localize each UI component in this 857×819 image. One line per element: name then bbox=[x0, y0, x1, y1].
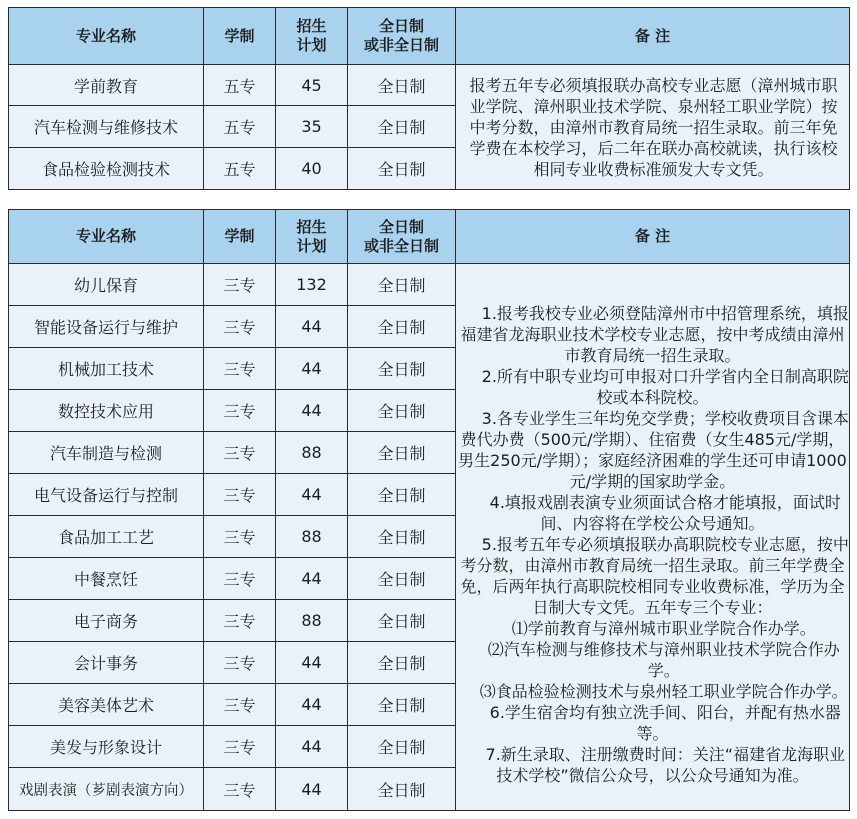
plan-cell: 40 bbox=[276, 148, 348, 190]
fulltime-cell: 全日制 bbox=[348, 600, 456, 642]
fulltime-cell: 全日制 bbox=[348, 390, 456, 432]
fulltime-cell: 全日制 bbox=[348, 148, 456, 190]
fulltime-cell: 全日制 bbox=[348, 558, 456, 600]
system-cell: 三专 bbox=[204, 558, 276, 600]
plan-cell: 44 bbox=[276, 768, 348, 811]
note-item: 5.报考五年专必须填报联办高职院校专业志愿，按中考分数，由漳州市教育局统一招生录取。前三年学费全免，后两年执行高职院校相同专业收费标准，学历为全日制大专文凭。五年专三个专业： bbox=[460, 534, 849, 617]
header-system: 学制 bbox=[204, 210, 276, 264]
plan-cell: 88 bbox=[276, 600, 348, 642]
major-name: 中餐烹饪 bbox=[9, 558, 204, 600]
system-cell: 三专 bbox=[204, 642, 276, 684]
note-item: 2.所有中职专业均可申报对口升学省内全日制高职院校或本科院校。 bbox=[481, 366, 849, 407]
major-name: 食品加工工艺 bbox=[9, 516, 204, 558]
header-major-name: 专业名称 bbox=[9, 210, 204, 264]
note-item: 7.新生录取、注册缴费时间：关注“福建省龙海职业技术学校”微信公众号，以公众号通知为准。 bbox=[485, 744, 846, 785]
fulltime-cell: 全日制 bbox=[348, 684, 456, 726]
header-note: 备 注 bbox=[456, 8, 850, 65]
major-name: 戏剧表演（芗剧表演方向） bbox=[9, 768, 204, 811]
system-cell: 三专 bbox=[204, 600, 276, 642]
system-cell: 三专 bbox=[204, 768, 276, 811]
major-name: 智能设备运行与维护 bbox=[9, 306, 204, 348]
plan-cell: 44 bbox=[276, 558, 348, 600]
system-cell: 三专 bbox=[204, 432, 276, 474]
header-plan: 招生 计划 bbox=[276, 210, 348, 264]
note-cell bbox=[456, 65, 850, 190]
fulltime-cell: 全日制 bbox=[348, 65, 456, 106]
system-cell: 三专 bbox=[204, 684, 276, 726]
plan-cell: 88 bbox=[276, 432, 348, 474]
note-subitem: ⑵汽车检测与维修技术与漳州职业技术学院合作办学。 bbox=[487, 639, 840, 680]
system-cell: 三专 bbox=[204, 264, 276, 306]
table-header-row bbox=[9, 210, 850, 264]
plan-cell: 132 bbox=[276, 264, 348, 306]
system-cell: 三专 bbox=[204, 726, 276, 768]
system-cell: 五专 bbox=[204, 148, 276, 190]
major-name: 幼儿保育 bbox=[9, 264, 204, 306]
plan-cell: 44 bbox=[276, 390, 348, 432]
fulltime-cell: 全日制 bbox=[348, 768, 456, 811]
plan-cell: 88 bbox=[276, 516, 348, 558]
fulltime-cell: 全日制 bbox=[348, 516, 456, 558]
fulltime-cell: 全日制 bbox=[348, 726, 456, 768]
header-fulltime: 全日制 或非全日制 bbox=[348, 8, 456, 65]
plan-cell: 44 bbox=[276, 306, 348, 348]
major-name: 会计事务 bbox=[9, 642, 204, 684]
major-name: 美容美体艺术 bbox=[9, 684, 204, 726]
note-item: 6.学生宿舍均有独立洗手间、阳台，并配有热水器等。 bbox=[489, 702, 841, 743]
note-item: 4.填报戏剧表演专业须面试合格才能填报，面试时间、内容将在学校公众号通知。 bbox=[489, 492, 841, 533]
major-name: 美发与形象设计 bbox=[9, 726, 204, 768]
system-cell: 五专 bbox=[204, 106, 276, 148]
major-name: 汽车制造与检测 bbox=[9, 432, 204, 474]
system-cell: 三专 bbox=[204, 348, 276, 390]
plan-cell: 44 bbox=[276, 642, 348, 684]
fulltime-cell: 全日制 bbox=[348, 306, 456, 348]
header-fulltime: 全日制 或非全日制 bbox=[348, 210, 456, 264]
fulltime-cell: 全日制 bbox=[348, 642, 456, 684]
system-cell: 三专 bbox=[204, 390, 276, 432]
plan-cell: 45 bbox=[276, 65, 348, 106]
note-subitem: ⑴学前教育与漳州城市职业学院合作办学。 bbox=[511, 618, 816, 638]
header-note: 备 注 bbox=[456, 210, 850, 264]
table-row bbox=[9, 264, 850, 306]
note-item: 3.各专业学生三年均免交学费；学校收费项目含课本费代办费（500元/学期）、住宿费（女生485元/学期，男生250元/学期）；家庭经济困难的学生还可申请1000元/学期的国家助学金。 bbox=[458, 408, 849, 491]
major-name: 电子商务 bbox=[9, 600, 204, 642]
major-name: 电气设备运行与控制 bbox=[9, 474, 204, 516]
major-name: 汽车检测与维修技术 bbox=[9, 106, 204, 148]
fulltime-cell: 全日制 bbox=[348, 432, 456, 474]
plan-cell: 44 bbox=[276, 474, 348, 516]
note-item: 1.报考我校专业必须登陆漳州市中招管理系统，填报福建省龙海职业技术学校专业志愿，按中考成绩由漳州市教育局统一招生录取。 bbox=[460, 303, 849, 365]
fulltime-cell: 全日制 bbox=[348, 264, 456, 306]
major-name: 机械加工技术 bbox=[9, 348, 204, 390]
plan-cell: 44 bbox=[276, 726, 348, 768]
table-row bbox=[9, 65, 850, 106]
three-year-program-table bbox=[8, 209, 850, 811]
system-cell: 五专 bbox=[204, 65, 276, 106]
fulltime-cell: 全日制 bbox=[348, 348, 456, 390]
major-name: 食品检验检测技术 bbox=[9, 148, 204, 190]
major-name: 学前教育 bbox=[9, 65, 204, 106]
header-system: 学制 bbox=[204, 8, 276, 65]
header-major-name: 专业名称 bbox=[9, 8, 204, 65]
fulltime-cell: 全日制 bbox=[348, 106, 456, 148]
header-plan: 招生 计划 bbox=[276, 8, 348, 65]
table-header-row bbox=[9, 8, 850, 65]
system-cell: 三专 bbox=[204, 474, 276, 516]
five-year-program-table bbox=[8, 7, 850, 190]
plan-cell: 35 bbox=[276, 106, 348, 148]
major-name: 数控技术应用 bbox=[9, 390, 204, 432]
note-text: 报考五年专必须填报联办高校专业志愿（漳州城市职业学院、漳州职业技术学院、泉州轻工职业学院）按中考分数，由漳州市教育局统一招生录取。前三年免学费在本校学习，后二年在联办高校就读，执行该校相同专业收费标准颁发大专文凭。 bbox=[469, 75, 838, 179]
plan-cell: 44 bbox=[276, 348, 348, 390]
system-cell: 三专 bbox=[204, 516, 276, 558]
system-cell: 三专 bbox=[204, 306, 276, 348]
note-subitem: ⑶食品检验检测技术与泉州轻工职业学院合作办学。 bbox=[479, 681, 848, 701]
fulltime-cell: 全日制 bbox=[348, 474, 456, 516]
plan-cell: 44 bbox=[276, 684, 348, 726]
notes-cell bbox=[456, 264, 850, 811]
